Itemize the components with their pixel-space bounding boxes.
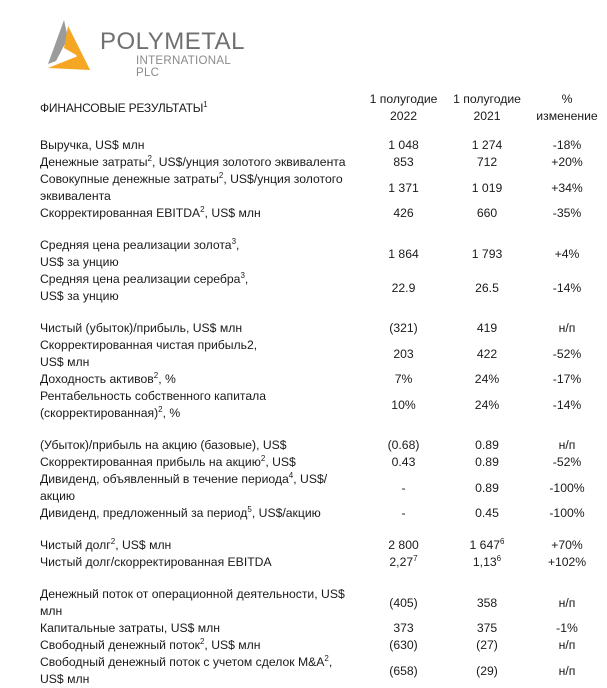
value-h1-2022: (658) [389,663,418,678]
value-change: -100% [549,480,585,495]
value-h1-2022: 22.9 [391,280,416,295]
row-label: Свободный денежный поток с учетом сделок $M\&A^2$, US$ млн [40,653,333,686]
col-header-h1-2022: 1 полугодие 2022 [369,92,438,123]
value-h1-2022: (405) [389,595,418,610]
value-change: -100% [549,506,585,520]
value-h1-2021: 0.89 [475,480,499,495]
row-label: Скорректированная EBITDA$^2$, US$ млн [40,204,261,220]
row-label: Средняя цена реализации серебра$^3$, US$ за унцию [40,270,249,303]
value-change: +70% [551,538,583,552]
value-h1-2022: 1 371 [388,180,419,195]
value-h1-2022: 426 [393,206,414,220]
table-header-row [40,91,607,125]
value-h1-2021: 24% [474,372,500,386]
value-h1-2021: 1 274 [471,138,503,152]
table-row [40,337,607,371]
value-h1-2022: - [401,480,406,495]
row-label: Капитальные затраты, US$ млн [40,621,221,635]
value-change: -17% [552,372,582,386]
table-row [40,471,607,505]
table-row [40,205,607,222]
triangle-logo-icon [44,18,96,70]
value-h1-2022: 7% [394,372,413,386]
group-spacer [40,305,607,320]
value-h1-2021: 712 [476,155,498,169]
group-spacer [40,571,607,586]
group-spacer [40,222,607,237]
value-h1-2021: 1,13$^6$ [472,553,502,569]
value-h1-2022: 2 800 [388,538,419,552]
value-change: +20% [551,155,583,169]
value-change: -1% [556,621,578,635]
value-h1-2021: 660 [476,206,498,220]
value-h1-2021: 26.5 [475,280,499,295]
value-h1-2021: 419 [476,321,498,335]
value-h1-2021: 422 [476,346,498,361]
row-label: Свободный денежный поток$^2$, US$ млн [40,636,261,652]
row-label: Чистый долг/скорректированная EBITDA [40,555,272,569]
value-change: н/п [558,663,576,678]
table-row [40,437,607,454]
value-change: -52% [552,346,582,361]
value-h1-2021: 0.89 [475,438,499,452]
table-row [40,554,607,571]
value-h1-2022: 10% [391,397,416,412]
table-row [40,154,607,171]
value-h1-2022: - [401,506,406,520]
value-h1-2021: (27) [476,638,498,652]
value-h1-2021: 1 $647^6$ [469,536,505,552]
value-h1-2021: 375 [476,621,498,635]
value-h1-2022: (0.68) [387,438,420,452]
value-change: -14% [552,397,582,412]
value-change: +34% [551,180,583,195]
value-h1-2021: 0.89 [475,455,499,469]
row-label: Дивиденд, объявленный в течение периода$^4$, US$/ акцию [40,470,328,503]
value-change: +4% [554,246,580,261]
group-spacer [40,422,607,437]
logo-name: POLYMETAL [100,28,245,55]
group-spacer [40,522,607,537]
row-label: Скорректированная прибыль на акцию$^2$, US$ [40,453,296,469]
row-label: (Убыток)/прибыль на акцию (базовые), US$ [40,438,287,452]
value-h1-2021: 1 019 [471,180,503,195]
row-label: Доходность активов$^2$, % [40,370,176,386]
table-row [40,620,607,637]
value-h1-2022: 853 [393,155,414,169]
table-row [40,654,607,688]
company-logo [44,18,245,79]
col-header-h1-2021: 1 полугодие 2021 [453,92,521,123]
table-row [40,320,607,337]
table-row [40,171,607,205]
row-label: Совокупные денежные затраты$^2$, US$/унция золотого эквивалента [40,170,343,203]
logo-subtitle: INTERNATIONAL PLC [136,55,231,79]
value-h1-2021: 0.45 [475,506,499,520]
table-row [40,271,607,305]
value-h1-2021: 358 [476,595,498,610]
row-label: Средняя цена реализации золота$^3$, US$ за унцию [40,236,240,269]
row-label: Чистый долг$^2$, US$ млн [40,536,172,552]
value-h1-2022: (630) [389,638,418,652]
value-change: н/п [558,595,576,610]
value-h1-2021: 1 793 [471,246,503,261]
value-h1-2022: 0.43 [391,455,416,469]
value-change: -18% [552,138,582,152]
value-change: н/п [558,638,576,652]
table-row [40,505,607,522]
value-change: -14% [552,280,582,295]
row-label: Выручка, US$ млн [40,138,145,152]
table-row [40,237,607,271]
value-change: +102% [547,555,587,569]
value-change: н/п [558,321,576,335]
financial-results-table [40,91,607,688]
table-row [40,637,607,654]
spacer-row [40,125,607,137]
row-label: Денежные затраты$^2$, US$/унция золотого эквивалента [40,153,346,169]
table-row [40,537,607,554]
value-h1-2022: 1 864 [388,246,419,261]
table-row [40,586,607,620]
table-row [40,137,607,154]
table-row [40,454,607,471]
table-row [40,371,607,388]
row-label: Денежный поток от операционной деятельности, US$ млн [40,587,345,618]
value-h1-2022: 2,27$^7$ [389,553,418,569]
col-header-change: % изменение [536,92,598,123]
value-change: -52% [552,455,582,469]
row-label: Дивиденд, предложенный за период$^5$, US$/акцию [40,504,321,520]
value-h1-2021: 24% [474,397,500,412]
row-label: Рентабельность собственного капитала (скорректированная)$^2$, % [40,389,267,420]
row-label: Скорректированная чистая прибыль2, US$ млн [40,338,258,369]
row-label: Чистый (убыток)/прибыль, US$ млн [40,321,243,335]
value-h1-2022: 1 048 [388,138,419,152]
value-h1-2021: (29) [476,663,498,678]
value-h1-2022: 373 [393,621,414,635]
table-title: ФИНАНСОВЫЕ РЕЗУЛЬТАТЫ$^1$ [40,99,208,115]
value-change: н/п [558,438,576,452]
value-change: -35% [552,206,582,220]
value-h1-2022: 203 [393,346,414,361]
table-row [40,388,607,422]
value-h1-2022: (321) [389,321,418,335]
